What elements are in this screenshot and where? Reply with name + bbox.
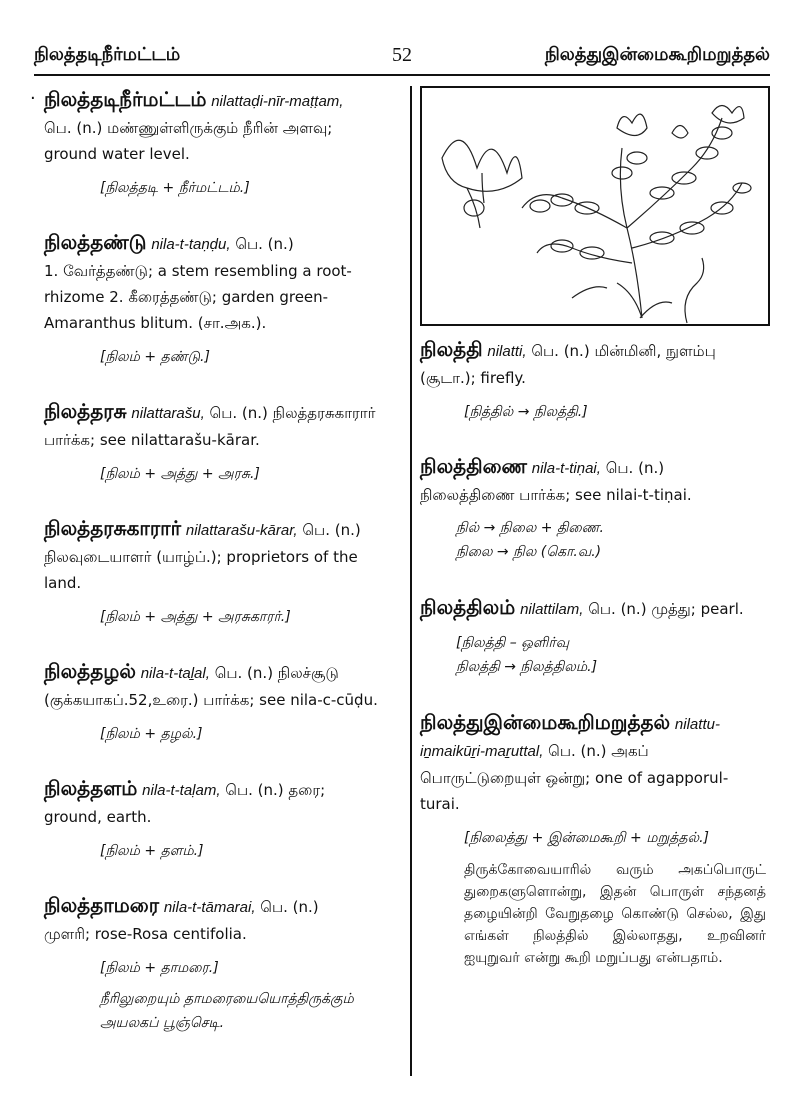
etymology	[420, 516, 770, 564]
entry-nilatti	[420, 336, 770, 423]
plant-drawing	[422, 88, 768, 324]
etymology: [நிலம் + தண்டு.]	[100, 349, 210, 365]
explanatory-note: திருக்கோவையாரில் வரும் அகப்பொருட் துறைகளுளொன்று, இதன் பொருள் சந்தனத் தழையின்றி வேறுதழை கொண்டு செல்ல, இது எங்கள் நிலத்தில் இல்லாதது, உறவினர் ஐயுறுவர் என்று கூறி மறுப்பது என்பதாம்.	[464, 862, 766, 966]
etymology	[420, 631, 770, 679]
headword: நிலத்தரசுகாரார்	[44, 516, 182, 540]
definition: நிலைத்திணை பார்க்க; see nilai-t-tiṇai.	[420, 486, 692, 504]
page-number: 52	[392, 44, 412, 66]
definition: பெ. (n.) தரை;	[225, 781, 326, 799]
headword: நிலத்தண்டு	[44, 230, 147, 254]
part-of-speech: பெ. (n.)	[605, 459, 665, 477]
etymology: [நிலைத்து + இன்மைகூறி + மறுத்தல்.]	[464, 830, 709, 846]
headword: நிலத்திணை	[420, 454, 527, 478]
note-line: நீரிலுறையும் தாமரையையொத்திருக்கும்	[100, 991, 354, 1007]
transliteration: nila-t-taḻal,	[140, 665, 210, 682]
definition: turai.	[420, 795, 460, 813]
headword: நிலத்தழல்	[44, 659, 136, 683]
headword: நிலத்தளம்	[44, 776, 138, 800]
definition: பார்க்க; see nilattarašu-kārar.	[44, 431, 260, 449]
definition: பெ. (n.) முத்து; pearl.	[588, 600, 744, 618]
definition: Amaranthus blitum. (சா.அக.).	[44, 314, 267, 332]
definition: (குக்கயாகப்.52,உரை.) பார்க்க; see nila-c-cūḍu.	[44, 691, 378, 709]
transliteration: nilattilam,	[520, 601, 584, 618]
part-of-speech: பெ. (n.)	[260, 898, 319, 916]
entry-nilattadi-nir-mattam	[30, 86, 400, 199]
transliteration: nilattarašu,	[131, 405, 205, 422]
definition: (சூடா.); firefly.	[420, 369, 526, 387]
etymology-line: நிலை → நில (கொ.வ.)	[456, 544, 602, 560]
definition: பெ. (n.) மண்ணுள்ளிருக்கும் நீரின் அளவு;	[44, 119, 333, 137]
transliteration: nilattarašu-kārar,	[185, 522, 298, 539]
entry-nila-t-tamarai	[44, 892, 400, 1035]
transliteration: nila-t-tāmarai,	[163, 899, 256, 916]
header-left-guideword: நிலத்தடிநீர்மட்டம்	[34, 44, 181, 65]
column-divider	[410, 86, 412, 1076]
headword: நிலத்தாமரை	[44, 893, 160, 917]
etymology-line: [நிலத்தி – ஒளிர்வு	[456, 635, 570, 651]
definition: பெ. (n.) மின்மினி, நுளம்பு	[531, 342, 716, 360]
etymology: [நிலம் + தளம்.]	[100, 843, 204, 859]
definition: rhizome 2. கீரைத்தண்டு; garden green-	[44, 288, 329, 306]
headword: நிலத்தடிநீர்மட்டம்	[44, 87, 207, 111]
transliteration: iṉmaikūṟi-maṟuttal,	[420, 743, 544, 760]
entry-nilattilam	[420, 594, 770, 679]
right-column	[420, 86, 770, 969]
left-column	[30, 86, 400, 1035]
transliteration: nila-t-taṇḍu,	[151, 236, 231, 253]
entry-nilattu-inmaikuri-maruttal	[420, 709, 770, 969]
header-rule	[34, 74, 770, 76]
header-right-guideword: நிலத்துஇன்மைகூறிமறுத்தல்	[544, 44, 770, 65]
transliteration: nilattaḍi-nīr-maṭṭam,	[211, 93, 344, 110]
definition: 1. வேர்த்தண்டு; a stem resembling a root-	[44, 262, 352, 280]
definition: பொருட்டுறையுள் ஒன்று; one of agapporul-	[420, 769, 729, 787]
part-of-speech: பெ. (n.)	[235, 235, 294, 253]
headword: நிலத்தரசு	[44, 399, 127, 423]
headword: நிலத்திலம்	[420, 595, 516, 619]
etymology: [நிலம் + அத்து + அரசுகாரர்.]	[100, 609, 291, 625]
etymology: [நிலம் + தாமரை.]	[100, 960, 219, 976]
entry-nilattarasu	[44, 398, 400, 485]
note	[44, 987, 400, 1035]
etymology-line: நில் → நிலை + திணை.	[456, 520, 604, 536]
definition: நிலவுடையாளர் (யாழ்ப்.); proprietors of the	[44, 548, 358, 566]
part-of-speech: பெ. (n.)	[302, 521, 361, 539]
etymology-line: நிலத்தி → நிலத்திலம்.]	[456, 659, 598, 675]
entry-nila-t-talam	[44, 775, 400, 862]
entry-nila-t-tandu	[44, 229, 400, 368]
definition: ground water level.	[44, 145, 190, 163]
headword: நிலத்தி	[420, 337, 483, 361]
transliteration: nilatti,	[487, 343, 527, 360]
transliteration: nila-t-taḷam,	[142, 782, 221, 799]
etymology: [நித்தில் → நிலத்தி.]	[464, 404, 588, 420]
entry-nilattarasu-karar	[44, 515, 400, 628]
headword: நிலத்துஇன்மைகூறிமறுத்தல்	[420, 710, 671, 734]
definition: பெ. (n.) நிலச்சூடு	[214, 664, 339, 682]
bullet-mark: ·	[30, 88, 36, 109]
definition: ground, earth.	[44, 808, 152, 826]
transliteration: nila-t-tiṇai,	[531, 460, 601, 477]
definition: முளரி; rose-Rosa centifolia.	[44, 925, 247, 943]
etymology: [நிலம் + அத்து + அரசு.]	[100, 466, 260, 482]
etymology: [நிலம் + தழல்.]	[100, 726, 203, 742]
definition: land.	[44, 574, 82, 592]
page-header	[34, 40, 770, 72]
transliteration: nilattu-	[674, 716, 720, 733]
definition: பெ. (n.) அகப்	[548, 742, 649, 760]
etymology: [நிலத்தடி + நீர்மட்டம்.]	[100, 180, 250, 196]
definition: பெ. (n.) நிலத்தரசுகாரார்	[209, 404, 376, 422]
plant-illustration	[420, 86, 770, 326]
entry-nila-t-tinai	[420, 453, 770, 564]
entry-nila-t-tazhal	[44, 658, 400, 745]
note-line: அயலகப் பூஞ்செடி.	[100, 1015, 225, 1031]
